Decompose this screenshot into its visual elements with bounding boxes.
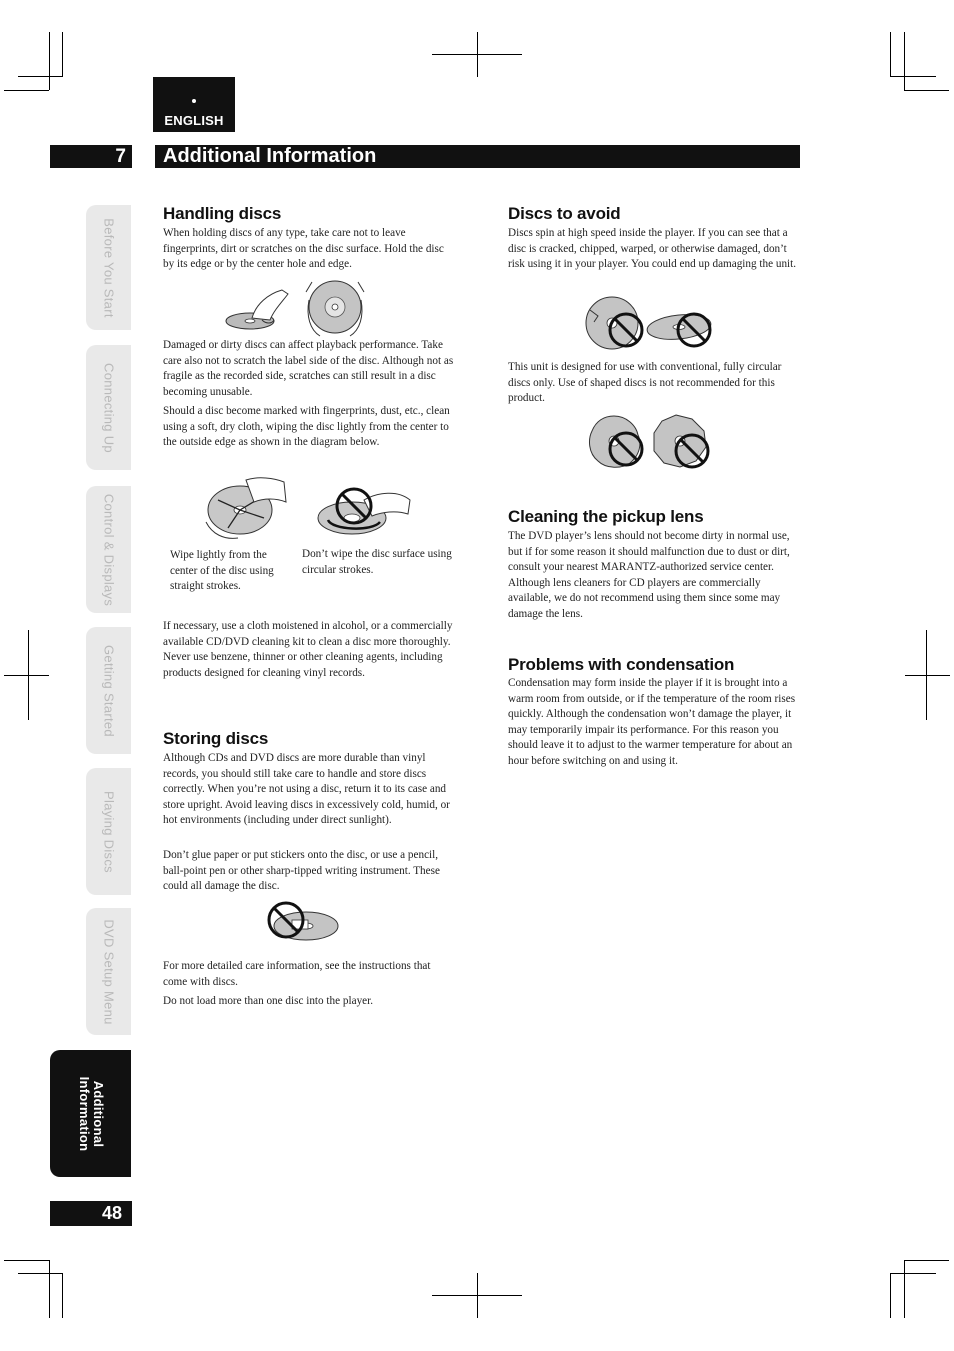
wipe-straight-illustration xyxy=(198,472,293,542)
handling-paragraph-1: When holding discs of any type, take care not to leave fingerprints, dirt or scratches on the disc surface. Hold the disc by its edge or by the center hole and edge. xyxy=(163,227,444,270)
tab-label: DVD Setup Menu xyxy=(101,918,116,1025)
caption-no-circular: Don’t wipe the disc surface using circular strokes. xyxy=(302,548,452,576)
storing-paragraph-3: For more detailed care information, see the instructions that come with discs. xyxy=(163,960,431,988)
condensation-paragraph-1: Condensation may form inside the player if it is brought into a warm room from outside, or if the temperature of the room rises quickly. Although the condensation won’t damage the player, it may temporarily impair its performance. For this reason you should leave it to adjust to the warmer temperature for about an hour before switching on and using it. xyxy=(508,677,796,767)
tab-label: Before You Start xyxy=(101,217,116,318)
cleaning-paragraph-1: The DVD player’s lens should not become dirty in normal use, but if for some reason it should malfunction due to dust or dirt, consult your nearest MARANTZ-authorized service center. Although lens cleaners for CD players are commercially available, we do not recommend using them since some may damage the lens. xyxy=(508,530,790,620)
section-title-avoid: Discs to avoid xyxy=(508,204,621,223)
tab-playing-discs[interactable] xyxy=(86,768,131,895)
chapter-number: 7 xyxy=(50,145,132,168)
bullet-dot xyxy=(192,99,196,103)
tab-getting-started[interactable] xyxy=(86,627,131,754)
tab-additional-information[interactable] xyxy=(50,1050,131,1177)
avoid-paragraph-2: This unit is designed for use with conventional, fully circular discs only. Use of shaped discs is not recommended for this product. xyxy=(508,361,782,404)
storing-paragraph-1: Although CDs and DVD discs are more durable than vinyl records, you should still take care to handle and store discs correctly. When you’re not using a disc, return it to its case and store upright. Avoid leaving discs in excessively cold, humid, or hot environments (including under direct sunlight). xyxy=(163,752,450,826)
caption-wipe-straight: Wipe lightly from the center of the disc using straight strokes. xyxy=(170,549,274,592)
section-title-cleaning: Cleaning the pickup lens xyxy=(508,507,704,526)
tab-label: Playing Discs xyxy=(101,790,116,873)
no-cracked-disc-icon xyxy=(584,296,716,352)
language-label: ENGLISH xyxy=(164,113,224,128)
language-badge xyxy=(153,77,235,132)
tab-label-active xyxy=(77,1076,105,1151)
tab-control-displays[interactable] xyxy=(86,486,131,613)
section-title-condensation: Problems with condensation xyxy=(508,655,735,674)
page-number: 48 xyxy=(50,1201,132,1226)
chapter-title: Additional Information xyxy=(155,145,800,168)
disc-handling-illustration xyxy=(222,280,382,338)
avoid-paragraph-1: Discs spin at high speed inside the player. If you can see that a disc is cracked, chipped, warped, or otherwise damaged, don’t risk using it in your player. You could end up damaging the unit. xyxy=(508,227,797,270)
tab-label: Connecting Up xyxy=(101,362,116,453)
handling-paragraph-2: Damaged or dirty discs can affect playback performance. Take care also not to scratch the label side of the disc. Although not as fragile as the recorded side, scratches can still result in a disc becoming unusable. xyxy=(163,339,454,398)
section-title-handling: Handling discs xyxy=(163,204,282,223)
no-shaped-disc-icon xyxy=(586,413,714,471)
section-title-storing: Storing discs xyxy=(163,729,269,748)
tab-connecting-up[interactable] xyxy=(86,345,131,470)
tab-label: Control & Displays xyxy=(101,493,116,606)
handling-paragraph-4: If necessary, use a cloth moistened in alcohol, or a commercially available CD/DVD cleaning kit to clean a disc more thoroughly. Never use benzene, thinner or other cleaning agents, including products designed for cleaning vinyl records. xyxy=(163,620,453,679)
tab-label-line2: Information xyxy=(76,1076,92,1151)
tab-before-you-start[interactable] xyxy=(86,205,131,330)
no-circular-wipe-icon xyxy=(312,480,417,540)
tab-label-line1: Additional xyxy=(90,1080,106,1147)
tab-dvd-setup-menu[interactable] xyxy=(86,908,131,1035)
handling-paragraph-3: Should a disc become marked with fingerprints, dust, etc., clean using a soft, dry cloth, wiping the disc lightly from the center to the outside edge as shown in the diagram below. xyxy=(163,405,450,448)
no-sticker-disc-icon xyxy=(266,900,340,944)
storing-paragraph-2: Don’t glue paper or put stickers onto the disc, or use a pencil, ball-point pen or other sharp-tipped writing instrument. These could all damage the disc. xyxy=(163,849,440,892)
tab-label: Getting Started xyxy=(101,644,116,737)
storing-paragraph-4: Do not load more than one disc into the player. xyxy=(163,995,374,1007)
